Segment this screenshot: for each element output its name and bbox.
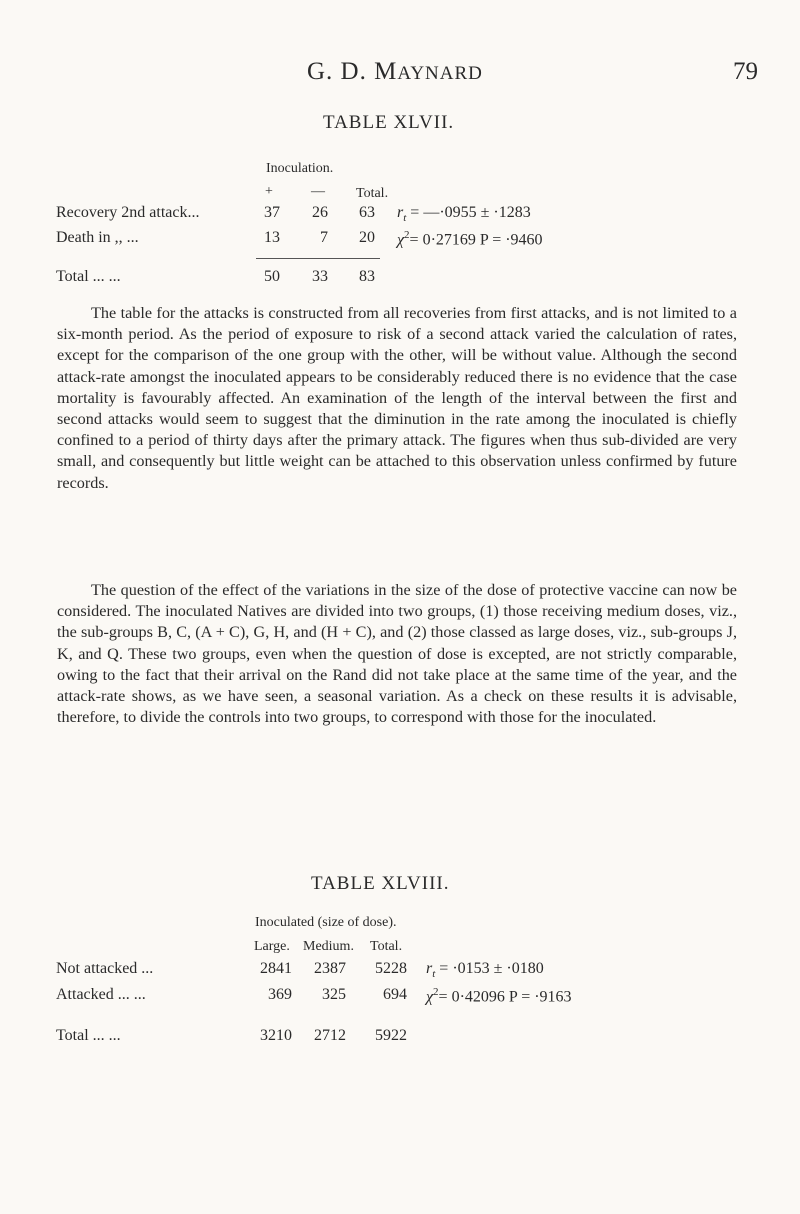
chi-square-statistic: $\chi^2= 0\cdot 42096$ P = ·9163 — [426, 986, 572, 1006]
column-header-plus: + — [265, 184, 273, 199]
column-header-minus: — — [311, 184, 325, 199]
cell-large: 369 — [268, 986, 292, 1003]
cell-large: 3210 — [260, 1027, 292, 1044]
correlation-statistic: $r_t = \cdot 0153 \pm \cdot 0180$ — [426, 960, 544, 981]
cell-plus: 37 — [264, 204, 280, 221]
cell-total: 694 — [383, 986, 407, 1003]
total-divider — [256, 258, 380, 259]
page-number: 79 — [733, 58, 758, 85]
row-label: Total ... ... — [56, 268, 121, 285]
cell-plus: 50 — [264, 268, 280, 285]
cell-total: 63 — [359, 204, 375, 221]
cell-plus: 13 — [264, 229, 280, 246]
row-label: Not attacked ... — [56, 960, 154, 977]
cell-medium: 325 — [322, 986, 346, 1003]
cell-medium: 2387 — [314, 960, 346, 977]
cell-minus: 33 — [312, 268, 328, 285]
column-group-header: Inoculation. — [266, 161, 334, 176]
row-label: Total ... ... — [56, 1027, 121, 1044]
cell-medium: 2712 — [314, 1027, 346, 1044]
column-header-large: Large. — [254, 939, 290, 954]
column-header-total: Total. — [370, 939, 403, 954]
chi-square-statistic: $\chi^2= 0\cdot 27169$ P = ·9460 — [397, 229, 543, 249]
cell-large: 2841 — [260, 960, 292, 977]
body-paragraph: The question of the effect of the variations in the size of the dose of protective vaccine can now be considered. The inoculated Natives are divided into two groups, (1) those receiving medium doses, viz., the sub-groups B, C, (A + C), G, H, and (H + C), and (2) those classed as large doses, viz., sub-groups J, K, and Q. These two groups, even when the question of dose is excepted, are not strictly comparable, owing to the fact that their arrival on the Rand did not take place at the same time of the year, and the attack-rate shows, as we have seen, a seasonal variation. As a check on these results it is advisable, therefore, to divide the controls into two groups, to correspond with those for the inoculated. — [57, 581, 737, 727]
cell-total: 83 — [359, 268, 375, 285]
column-group-header: Inoculated (size of dose). — [255, 915, 397, 930]
table-caption: TABLE XLVII. — [323, 112, 455, 133]
cell-total: 20 — [359, 229, 375, 246]
cell-total: 5228 — [375, 960, 407, 977]
cell-total: 5922 — [375, 1027, 407, 1044]
correlation-statistic: $r_t$ = —·0955 ± ·1283 — [397, 204, 531, 225]
column-header-total: Total. — [356, 186, 389, 201]
running-header-author: G. D. MAYNARD — [307, 58, 483, 85]
column-header-medium: Medium. — [303, 939, 354, 954]
row-label: Attacked ... ... — [56, 986, 146, 1003]
table-caption: TABLE XLVIII. — [311, 873, 450, 894]
body-paragraph: The table for the attacks is constructed from all recoveries from first attacks, and is not limited to a six-month period. As the period of exposure to risk of a second attack varied the calculation of rates, except for the comparison of the one group with the other, will be without value. Although the second attack-rate amongst the inoculated appears to be considerably reduced there is no evidence that the case mortality is favourably affected. An examination of the length of the interval between the first and second attacks would seem to suggest that the diminution in the rate among the inoculated is chiefly confined to a period of thirty days after the primary attack. The figures when thus sub-divided are very small, and consequently but little weight can be attached to this observation unless confirmed by future records. — [57, 304, 737, 492]
row-label: Recovery 2nd attack... — [56, 204, 200, 221]
cell-minus: 26 — [312, 204, 328, 221]
cell-minus: 7 — [320, 229, 328, 246]
row-label: Death in ,, ... — [56, 229, 139, 246]
